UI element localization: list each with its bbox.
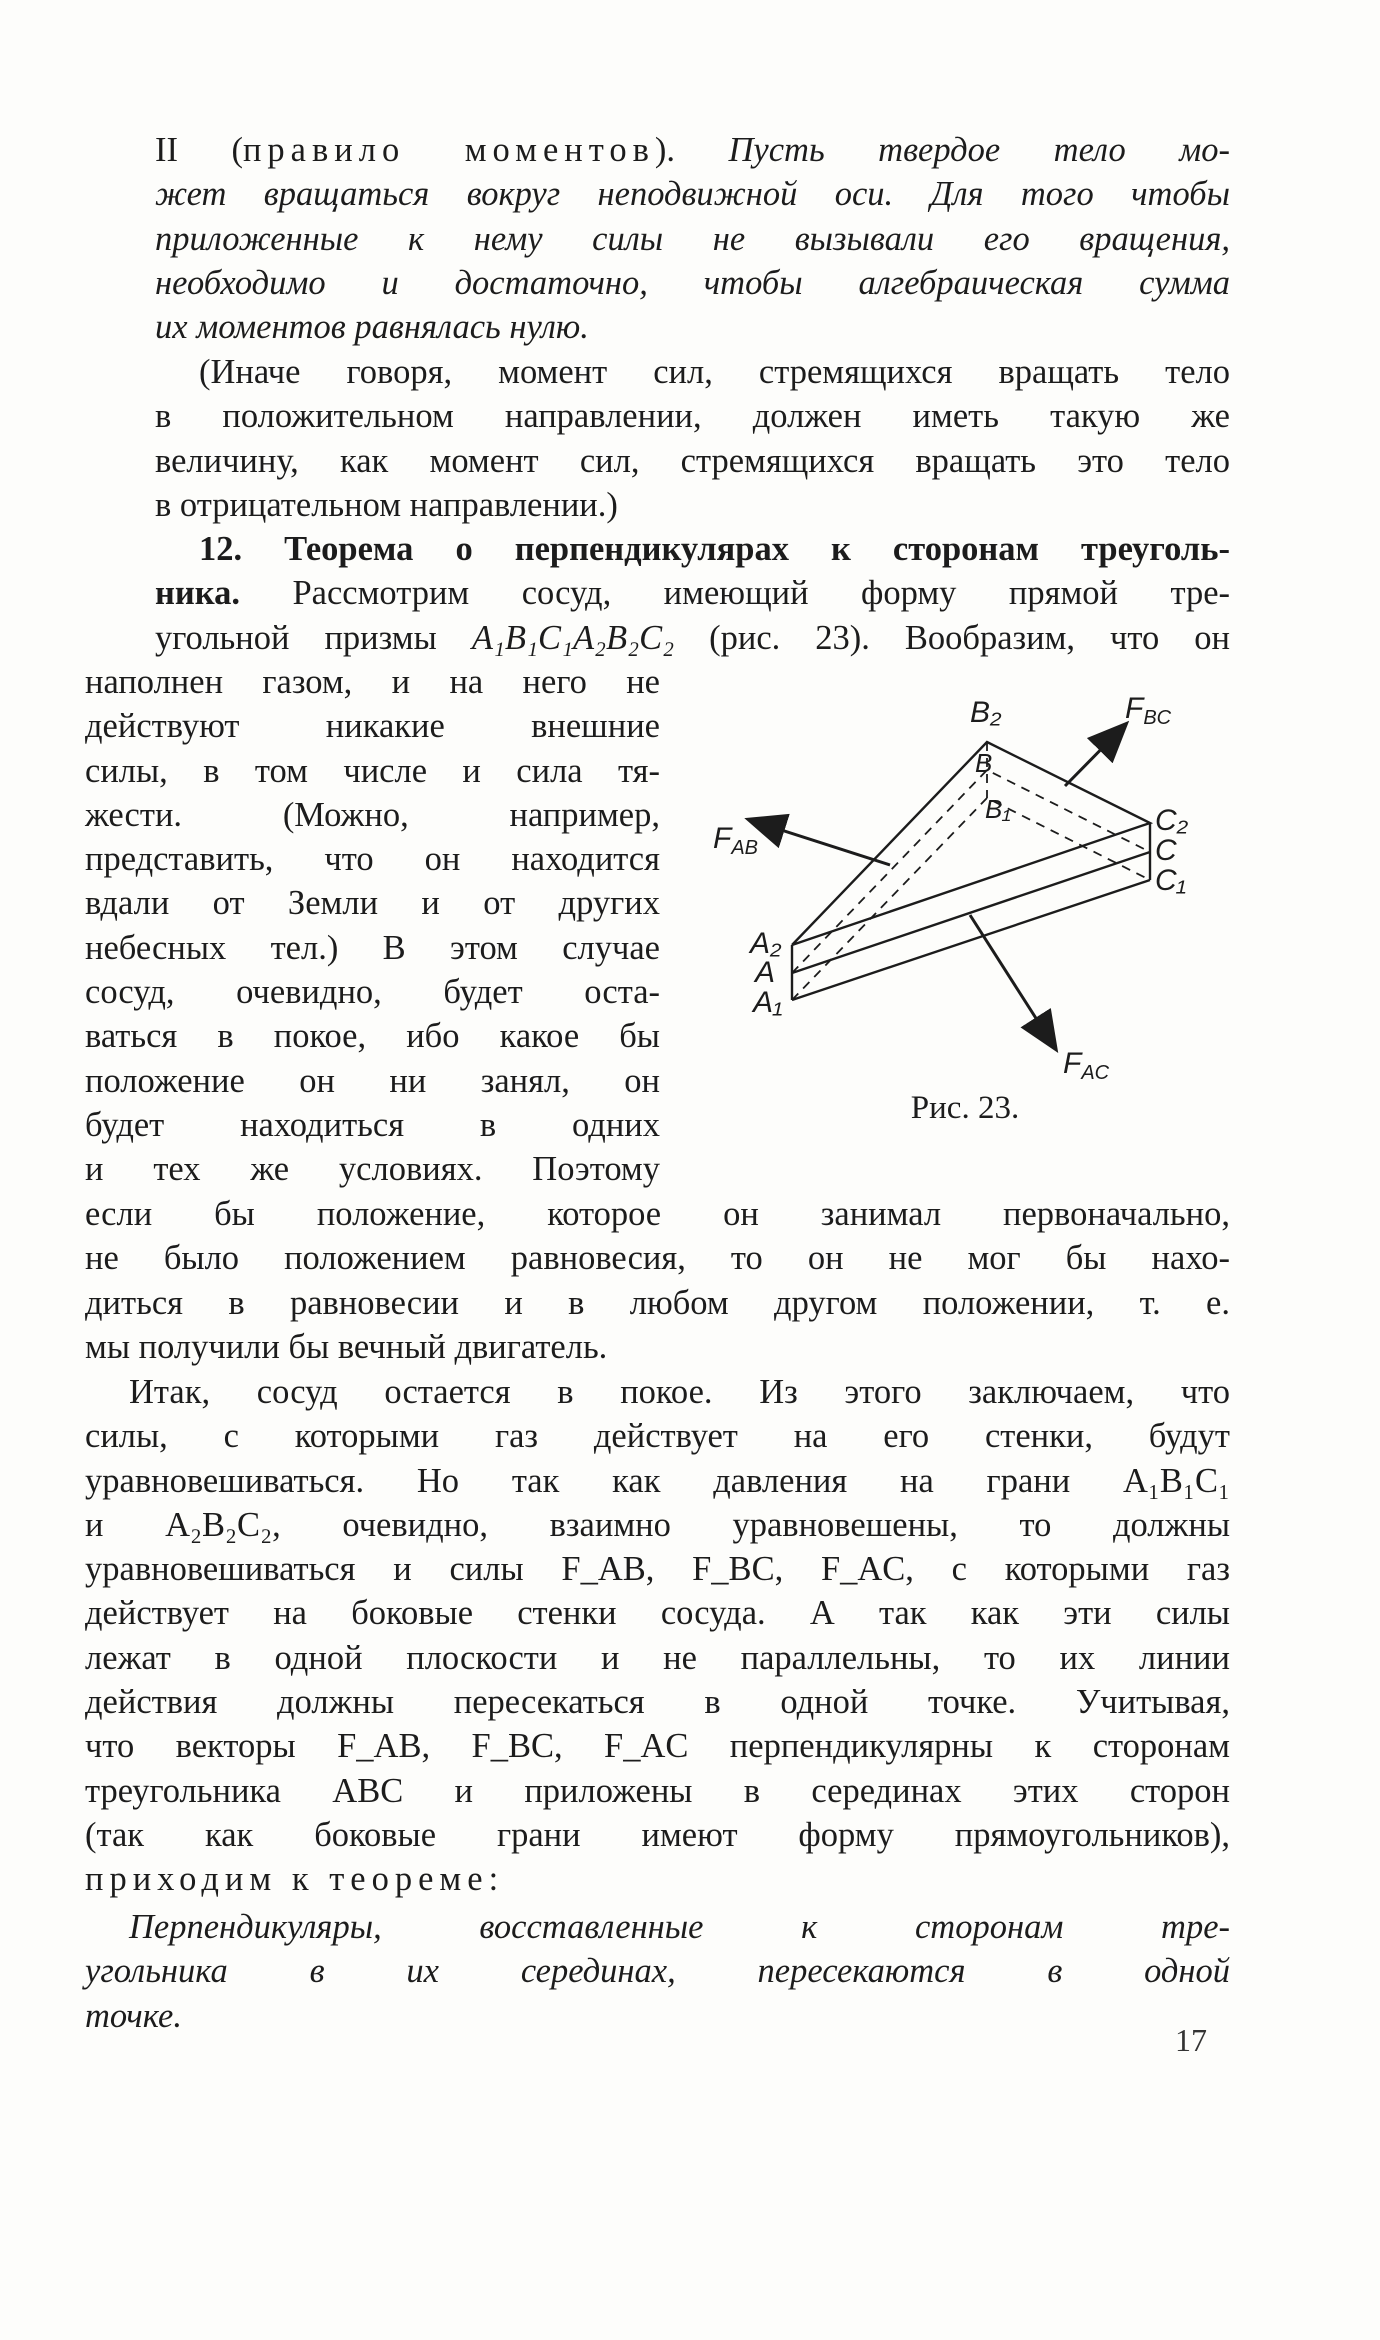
- text-line: приложенные к нему силы не вызывали его вращения,: [155, 219, 1230, 258]
- label-b: B: [975, 748, 993, 778]
- text-line: (Иначе говоря, момент сил, стремящихся вращать тело: [199, 353, 1230, 391]
- force-ac-arrow: [970, 915, 1055, 1048]
- text-line: необходимо и достаточно, чтобы алгебраическая сумма: [155, 263, 1230, 302]
- label-f-ab: $F_{AB}$: [713, 822, 759, 859]
- section-12-heading: [155, 527, 1230, 660]
- text-line: действия должны пересекаться в одной точке. Учитывая,: [85, 1683, 1230, 1722]
- italic-text: Пусть твердое тело мо-: [728, 131, 1230, 169]
- text-span: (рис. 23). Вообразим, что он: [674, 618, 1230, 657]
- text-line: уравновешиваться и силы F_AB, F_BC, F_AC, с которыми газ: [85, 1550, 1230, 1589]
- text-line: если бы положение, которое он занимал первоначально,: [85, 1195, 1230, 1233]
- text-line: угольника в их серединах, пересекаются в одной: [85, 1952, 1230, 1991]
- text-line: жет вращаться вокруг неподвижной оси. Для того чтобы: [155, 175, 1230, 214]
- text-line: величину, как момент сил, стремящихся вращать это тело: [155, 441, 1230, 480]
- label-b2: B₂: [970, 696, 1002, 729]
- theorem-statement: [85, 1905, 1230, 2038]
- left-column-text: [85, 660, 660, 1192]
- paragraph-otherwise: [155, 350, 1230, 527]
- text-line: [155, 571, 1230, 615]
- text-span: угольной призмы: [155, 618, 472, 657]
- text-line: действуют никакие внешние: [85, 707, 660, 746]
- section-title-end: ника.: [155, 574, 240, 613]
- paragraph-rule-of-moments: [155, 128, 1230, 349]
- text-line: что векторы F_AB, F_BC, F_AC перпендикулярны к сторонам: [85, 1727, 1230, 1766]
- text-line: силы, в том числе и сила тя-: [85, 751, 660, 790]
- text-line: в положительном направлении, должен иметь такую же: [155, 397, 1230, 436]
- middle-front-edge: [792, 852, 1150, 973]
- text-span: ).: [654, 131, 729, 169]
- text-line: точке.: [85, 1996, 182, 2035]
- text-line: треугольника ABC и приложены в серединах этих сторон: [85, 1771, 1230, 1810]
- section-title: 12. Теорема о перпендикулярах к сторонам треуголь-: [199, 530, 1230, 568]
- text-line: и A₂B₂C₂, очевидно, взаимно уравновешены, то должны: [85, 1505, 1230, 1544]
- figure-caption: Рис. 23.: [910, 1090, 1020, 1126]
- force-bc-arrow: [1065, 725, 1125, 786]
- label-a: A: [755, 956, 776, 989]
- text-line: наполнен газом, и на него не: [85, 663, 660, 701]
- paragraph-continuation: [85, 1192, 1230, 1369]
- text-line: сосуд, очевидно, будет оста-: [85, 973, 660, 1012]
- text-line: и тех же условиях. Поэтому: [85, 1150, 660, 1189]
- math-prism: A₁B₁C₁A₂B₂C₂: [471, 618, 675, 657]
- text-line: Перпендикуляры, восставленные к сторонам тре-: [129, 1908, 1230, 1946]
- force-ab-arrow: [750, 820, 890, 865]
- middle-section-hidden: [792, 770, 1150, 973]
- page-number: 17: [1175, 2022, 1207, 2058]
- text-span: Рассмотрим сосуд, имеющий форму прямой тре-: [240, 574, 1230, 613]
- label-c1: C₁: [1155, 864, 1187, 897]
- text-line: диться в равновесии и в любом другом положении, т. е.: [85, 1283, 1230, 1322]
- text-line: [155, 616, 1230, 660]
- label-c: C: [1155, 834, 1177, 867]
- spaced-text: правило моментов: [242, 131, 655, 169]
- text-line: представить, что он находится: [85, 840, 660, 879]
- text-line: действует на боковые стенки сосуда. А так как эти силы: [85, 1594, 1230, 1633]
- text-line: Итак, сосуд остается в покое. Из этого заключаем, что: [129, 1373, 1230, 1411]
- label-f-bc: $F_{BC}$: [1125, 692, 1172, 729]
- text-line: приходим к теореме:: [85, 1860, 505, 1899]
- figure-23-prism: [705, 690, 1265, 1120]
- paragraph-thus: [85, 1370, 1230, 1902]
- text-line: (так как боковые грани имеют форму прямоугольников),: [85, 1815, 1230, 1854]
- label-a2: A₂: [750, 927, 782, 960]
- text-line: уравновешиваться. Но так как давления на грани A₁B₁C₁: [85, 1461, 1230, 1500]
- label-b1: B₁: [985, 794, 1011, 824]
- text-line: положение он ни занял, он: [85, 1061, 660, 1100]
- bottom-front-edge: [792, 880, 1150, 1000]
- text-line: силы, с которыми газ действует на его стенки, будут: [85, 1417, 1230, 1456]
- text-line: не было положением равновесия, то он не мог бы нахо-: [85, 1239, 1230, 1278]
- text-line: в отрицательном направлении.): [155, 485, 618, 524]
- text-line: их моментов равнялась нулю.: [155, 308, 589, 347]
- label-a1: A₁: [753, 986, 783, 1019]
- text-line: ваться в покое, ибо какое бы: [85, 1017, 660, 1056]
- text-line: будет находиться в одних: [85, 1105, 660, 1144]
- label-f-ac: $F_{AC}$: [1063, 1047, 1110, 1084]
- text-span: II (: [155, 131, 243, 169]
- text-line: лежат в одной плоскости и не параллельны, то их линии: [85, 1638, 1230, 1677]
- text-line: [155, 128, 1230, 172]
- text-line: небесных тел.) В этом случае: [85, 928, 660, 967]
- label-c2: C₂: [1155, 804, 1189, 837]
- prism-edges: [792, 742, 1150, 1000]
- force-arrows: [750, 725, 1125, 1048]
- text-line: мы получили бы вечный двигатель.: [85, 1327, 608, 1366]
- text-line: жести. (Можно, например,: [85, 795, 660, 834]
- text-line: вдали от Земли и от других: [85, 884, 660, 923]
